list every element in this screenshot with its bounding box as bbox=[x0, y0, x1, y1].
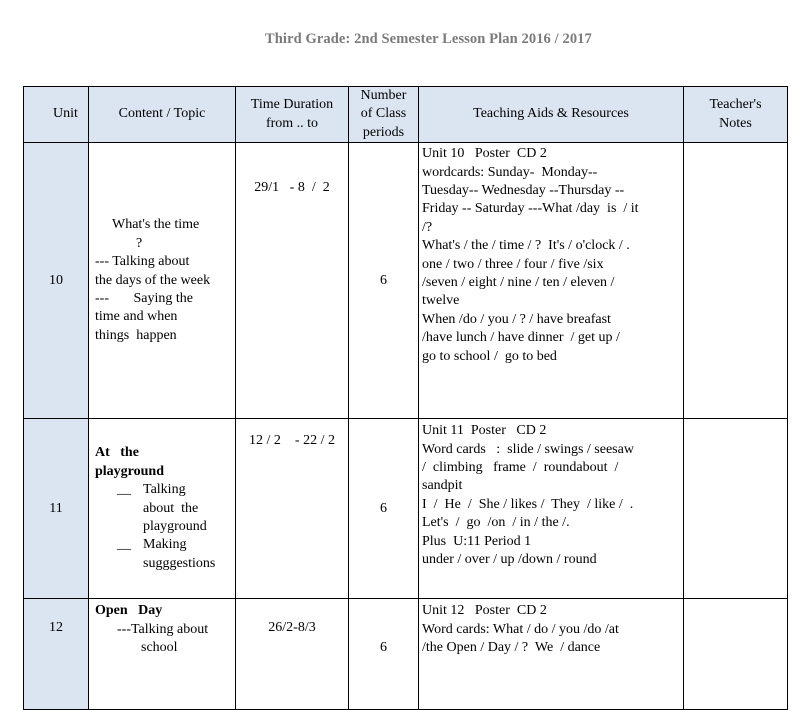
bullet-line: playground bbox=[143, 518, 207, 534]
aids-line: / climbing frame / roundabout / bbox=[422, 460, 619, 476]
bullet-line: Talking bbox=[143, 482, 186, 498]
notes-cell bbox=[684, 599, 788, 710]
aids-line: Word cards: What / do / you /do /at bbox=[422, 621, 619, 637]
bullet-dash: __ bbox=[117, 482, 131, 498]
aids-line: wordcards: Sunday- Monday-- bbox=[422, 164, 598, 180]
header-notes-line2: Notes bbox=[719, 115, 752, 131]
aids-line: /? bbox=[422, 219, 433, 235]
content-bullet bbox=[95, 536, 229, 573]
content-cell bbox=[89, 419, 236, 599]
aids-line: Unit 12 Poster CD 2 bbox=[422, 603, 547, 619]
header-periods-line2: of Class bbox=[360, 106, 407, 122]
time-cell: 26/2-8/3 bbox=[236, 599, 349, 710]
aids-line: one / two / three / four / five /six bbox=[422, 256, 604, 272]
header-content bbox=[89, 87, 236, 143]
aids-line: /the Open / Day / ? We / dance bbox=[422, 640, 601, 656]
header-periods-line1: Number bbox=[360, 88, 407, 103]
content-title: Open Day bbox=[95, 603, 163, 619]
lesson-plan-table bbox=[23, 86, 788, 710]
unit-cell: 12 bbox=[24, 599, 89, 710]
content-line: time and when bbox=[95, 309, 178, 325]
aids-line: When /do / you / ? / have breafast bbox=[422, 311, 611, 327]
content-line: the days of the week bbox=[95, 272, 211, 288]
periods-cell: 6 bbox=[349, 143, 419, 419]
bullet-dash: __ bbox=[117, 537, 131, 553]
periods-cell: 6 bbox=[349, 419, 419, 599]
aids-cell bbox=[419, 599, 684, 710]
aids-line: I / He / She / likes / They / like / . bbox=[422, 496, 634, 512]
header-content-label: Content / Topic bbox=[118, 106, 206, 122]
bullet-line: Making bbox=[143, 537, 187, 553]
aids-cell bbox=[419, 419, 684, 599]
content-line: things happen bbox=[95, 327, 177, 343]
content-line: --- Saying the bbox=[95, 290, 193, 306]
aids-cell bbox=[419, 143, 684, 419]
header-notes bbox=[684, 87, 788, 143]
content-line: school bbox=[141, 640, 178, 656]
unit-cell: 11 bbox=[24, 419, 89, 599]
aids-line: under / over / up /down / round bbox=[422, 552, 597, 568]
header-aids: Teaching Aids & Resources bbox=[419, 87, 684, 143]
bullet-text bbox=[141, 536, 229, 573]
table-row-unit-12 bbox=[24, 599, 788, 710]
notes-cell bbox=[684, 419, 788, 599]
content-bullet bbox=[95, 481, 229, 536]
aids-line: /have lunch / have dinner / get up / bbox=[422, 330, 620, 346]
aids-line: Unit 11 Poster CD 2 bbox=[422, 423, 547, 439]
table-row-unit-10 bbox=[24, 143, 788, 419]
table-row-unit-11 bbox=[24, 419, 788, 599]
aids-line: Word cards : slide / swings / seesaw bbox=[422, 441, 634, 457]
time-cell: 12 / 2 - 22 / 2 bbox=[236, 419, 349, 599]
page-title: Third Grade: 2nd Semester Lesson Plan 2016 / 2017 bbox=[265, 31, 592, 47]
aids-line: /seven / eight / nine / ten / eleven / bbox=[422, 275, 615, 291]
content-line: ? bbox=[136, 235, 143, 251]
content-cell bbox=[89, 143, 236, 419]
content-line: --- Talking about bbox=[95, 254, 190, 270]
aids-line: Let's / go /on / in / the /. bbox=[422, 515, 570, 531]
aids-line: go to school / go to bed bbox=[422, 348, 557, 364]
header-periods bbox=[349, 87, 419, 143]
bullet-line: sugggestions bbox=[143, 555, 216, 571]
periods-cell: 6 bbox=[349, 599, 419, 710]
aids-line: Friday -- Saturday ---What /day is / it bbox=[422, 201, 639, 217]
aids-line: Unit 10 Poster CD 2 bbox=[422, 146, 547, 162]
content-title: At the bbox=[95, 445, 139, 461]
aids-line: Tuesday-- Wednesday --Thursday -- bbox=[422, 183, 625, 199]
content-cell bbox=[89, 599, 236, 710]
header-periods-line3: periods bbox=[362, 124, 405, 140]
content-title: playground bbox=[95, 463, 164, 479]
header-unit: Unit bbox=[24, 87, 89, 143]
content-line: ---Talking about bbox=[117, 621, 209, 637]
header-time bbox=[236, 87, 349, 143]
bullet-line: about the bbox=[143, 500, 199, 516]
header-time-line1: Time Duration bbox=[250, 97, 334, 113]
header-row bbox=[24, 87, 788, 143]
aids-line: What's / the / time / ? It's / o'clock / . bbox=[422, 238, 630, 254]
aids-line: Plus U:11 Period 1 bbox=[422, 533, 532, 549]
notes-cell bbox=[684, 143, 788, 419]
header-time-line2: from .. to bbox=[265, 115, 319, 131]
unit-cell: 10 bbox=[24, 143, 89, 419]
time-cell: 29/1 - 8 / 2 bbox=[236, 143, 349, 419]
bullet-text bbox=[141, 481, 229, 536]
header-notes-line1: Teacher's bbox=[709, 97, 762, 113]
content-line: What's the time bbox=[112, 217, 200, 233]
aids-line: sandpit bbox=[422, 478, 463, 494]
aids-line: twelve bbox=[422, 293, 460, 309]
